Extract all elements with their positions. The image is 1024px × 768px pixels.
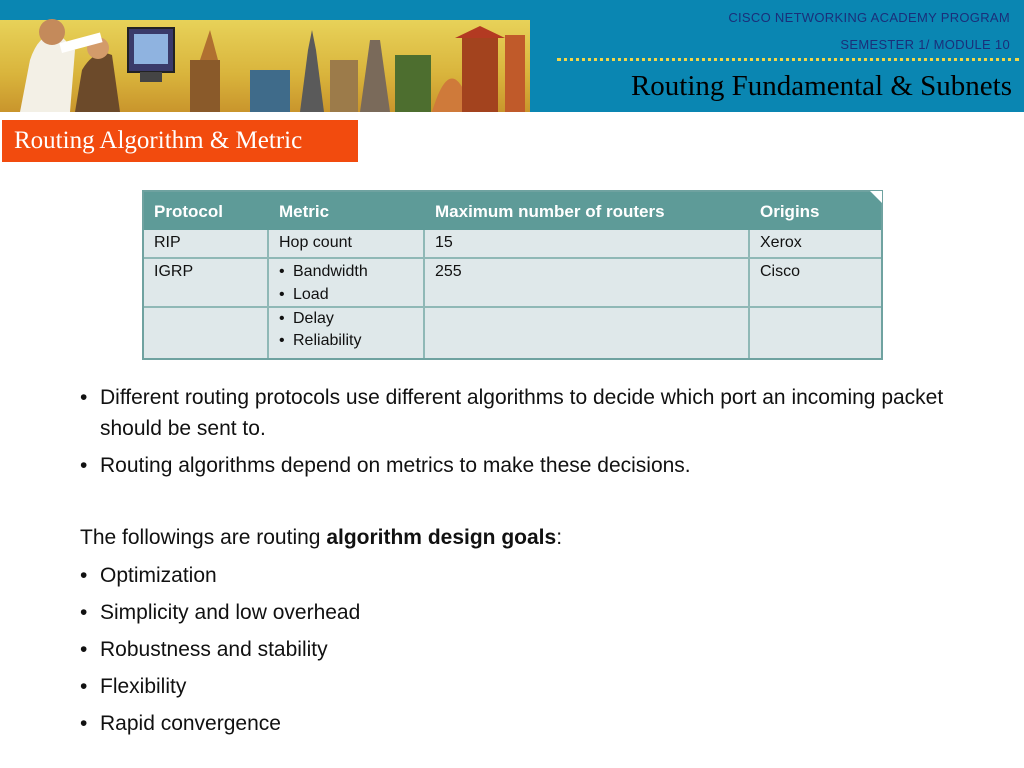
table-divider xyxy=(748,230,750,358)
table-cell-protocol: IGRP xyxy=(154,263,194,280)
table-cell-origin: Xerox xyxy=(760,234,802,251)
semester-module: SEMESTER 1/ MODULE 10 xyxy=(840,37,1010,52)
bullet-text: Different routing protocols use different algorithms to decide which port an incoming packet should be sent to. xyxy=(100,386,944,440)
header-band xyxy=(0,0,1024,112)
goal-text: Simplicity and low overhead xyxy=(100,601,361,624)
table-cell-metric: • Bandwidth xyxy=(279,263,368,280)
table-header-row xyxy=(144,192,881,230)
column-header-protocol: Protocol xyxy=(154,202,223,221)
metric-item: Bandwidth xyxy=(293,263,368,280)
column-header-max-routers: Maximum number of routers xyxy=(435,202,665,221)
goal-text: Flexibility xyxy=(100,675,187,698)
goals-intro: The followings are routing algorithm design goals: xyxy=(80,526,563,549)
table-cell-origin: Cisco xyxy=(760,263,801,280)
table-cell-metric: Hop count xyxy=(279,234,352,251)
goal-item: • Simplicity and low overhead xyxy=(80,601,361,624)
goals-intro-bold: algorithm design goals xyxy=(326,526,557,549)
goal-item: • Flexibility xyxy=(80,675,187,698)
goal-text: Rapid convergence xyxy=(100,712,281,735)
column-header-origins: Origins xyxy=(760,202,820,221)
bullet-item: • Routing algorithms depend on metrics to make these decisions. xyxy=(80,454,691,477)
table-divider xyxy=(144,257,881,259)
table-divider xyxy=(267,230,269,358)
column-header-metric: Metric xyxy=(279,202,330,221)
goal-item: • Robustness and stability xyxy=(80,638,328,661)
slide-title: Routing Fundamental & Subnets xyxy=(630,70,1012,102)
metric-item: Load xyxy=(293,286,329,303)
goal-item: • Rapid convergence xyxy=(80,712,281,735)
routing-protocol-table xyxy=(142,190,883,360)
city-collage-icon xyxy=(0,0,530,112)
table-cell-metric: • Load xyxy=(279,286,329,303)
goal-item: • Optimization xyxy=(80,564,217,587)
metric-item: Delay xyxy=(293,310,334,327)
metric-item: Reliability xyxy=(293,332,362,349)
table-cell-metric: • Delay xyxy=(279,310,334,327)
goal-text: Optimization xyxy=(100,564,217,587)
banner-illustration xyxy=(0,0,530,112)
table-divider xyxy=(423,230,425,358)
header-divider xyxy=(557,58,1019,61)
table-cell-protocol: RIP xyxy=(154,234,181,251)
program-title: CISCO NETWORKING ACADEMY PROGRAM xyxy=(728,10,1010,25)
bullet-item: • Different routing protocols use different algorithms to decide which port an incoming packet should be sent to. xyxy=(80,386,944,440)
table-divider xyxy=(144,306,881,308)
table-cell-metric: • Reliability xyxy=(279,332,362,349)
table-cell-max-routers: 255 xyxy=(435,263,462,280)
bullet-text: Routing algorithms depend on metrics to make these decisions. xyxy=(100,454,691,477)
section-label: Routing Algorithm & Metric xyxy=(2,120,358,162)
table-cell-max-routers: 15 xyxy=(435,234,453,251)
goal-text: Robustness and stability xyxy=(100,638,328,661)
